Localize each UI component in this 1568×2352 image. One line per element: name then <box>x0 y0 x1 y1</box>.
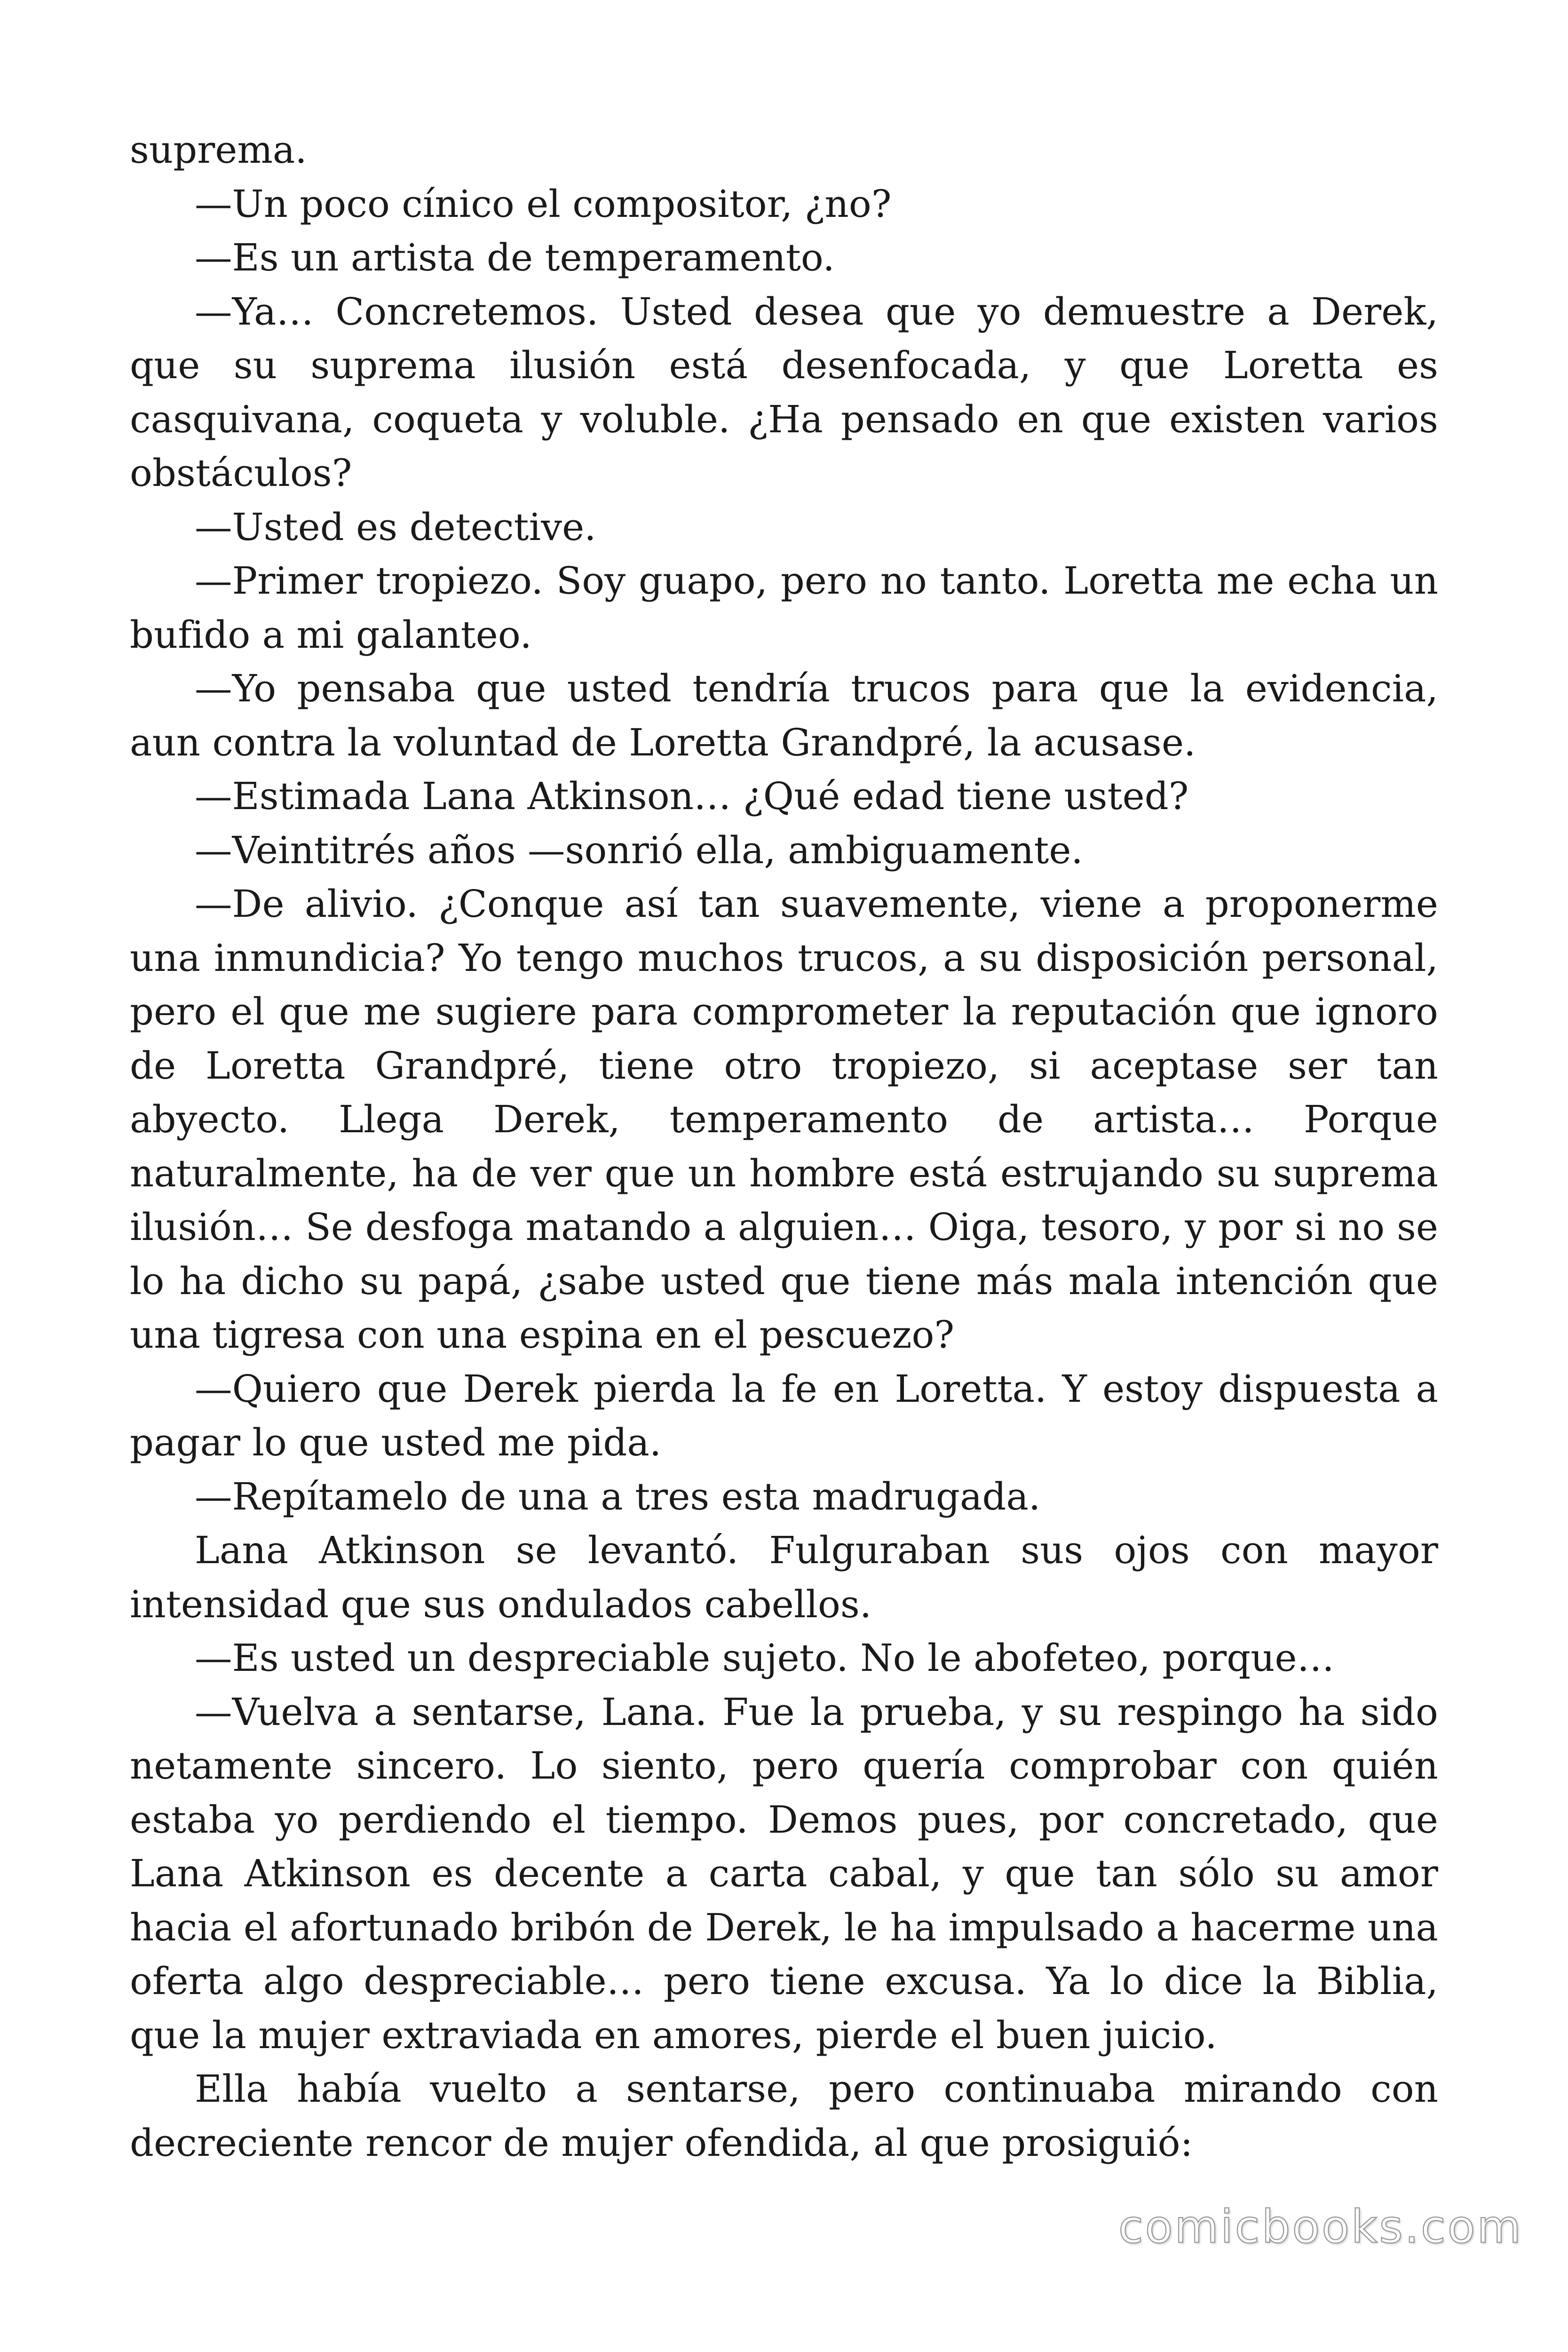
paragraph: —Yo pensaba que usted tendría trucos para que la evidencia, aun contra la voluntad de Loretta Grandpré, la acusase. <box>130 667 1438 764</box>
paragraph: —Primer tropiezo. Soy guapo, pero no tanto. Loretta me echa un bufido a mi galanteo. <box>130 559 1438 657</box>
paragraph: —Vuelva a sentarse, Lana. Fue la prueba, y su respingo ha sido netamente sincero. Lo siento, pero quería comprobar con quién estaba yo perdiendo el tiempo. Demos pues, por concretado, que Lana Atkinson es decente a carta cabal, y que tan sólo su amor hacia el afortunado bribón de Derek, le ha impulsado a hacerme una oferta algo despreciable… pero tiene excusa. Ya lo dice la Biblia, que la mujer extraviada en amores, pierde el buen juicio. <box>130 1690 1438 2057</box>
paragraph: —Un poco cínico el compositor, ¿no? <box>195 182 892 226</box>
paragraph: —Ya… Concretemos. Usted desea que yo demuestre a Derek, que su suprema ilusión está desenfocada, y que Loretta es casquivana, coqueta y voluble. ¿Ha pensado en que existen varios obstáculos? <box>130 289 1438 495</box>
paragraph: —Es un artista de temperamento. <box>195 236 835 279</box>
paragraph: Ella había vuelto a sentarse, pero continuaba mirando con decreciente rencor de mujer ofendida, al que prosiguió: <box>130 2067 1438 2165</box>
paragraph: —De alivio. ¿Conque así tan suavemente, viene a proponerme una inmundicia? Yo tengo muchos trucos, a su disposición personal, pero el que me sugiere para comprometer la reputación que ignoro de Loretta Grandpré, tiene otro tropiezo, si aceptase ser tan abyecto. Llega Derek, temperamento de artista… Porque naturalmente, ha de ver que un hombre está estrujando su suprema ilusión… Se desfoga matando a alguien… Oiga, tesoro, y por si no se lo ha dicho su papá, ¿sabe usted que tiene más mala intención que una tigresa con una espina en el pescuezo? <box>130 882 1438 1357</box>
paragraph: —Repítamelo de una a tres esta madrugada. <box>195 1474 1041 1518</box>
paragraph: —Usted es detective. <box>195 505 596 549</box>
paragraph: —Veintitrés años —sonrió ella, ambiguamente. <box>195 828 1083 872</box>
paragraph: —Es usted un despreciable sujeto. No le abofeteo, porque… <box>195 1636 1335 1680</box>
paragraph: —Quiero que Derek pierda la fe en Loretta. Y estoy dispuesta a pagar lo que usted me pida. <box>130 1367 1438 1464</box>
watermark: comicbooks.com <box>1118 2201 1523 2253</box>
page-body <box>130 123 1438 2170</box>
paragraph: Lana Atkinson se levantó. Fulguraban sus ojos con mayor intensidad que sus ondulados cabellos. <box>130 1528 1438 1626</box>
paragraph: suprema. <box>130 128 307 172</box>
paragraph: —Estimada Lana Atkinson… ¿Qué edad tiene usted? <box>195 774 1189 818</box>
